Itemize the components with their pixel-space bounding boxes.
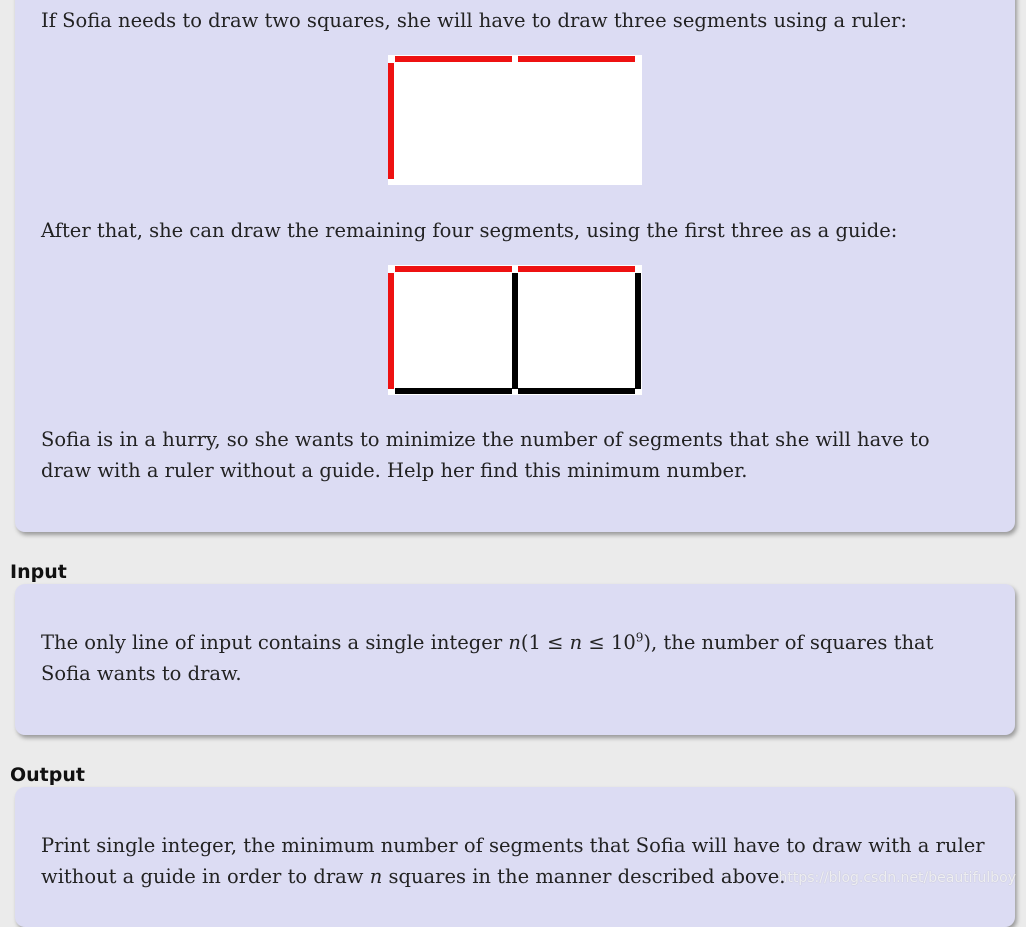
input-constraint-exponent: 9 bbox=[635, 630, 644, 645]
input-constraint-mid: ≤ 10 bbox=[582, 631, 636, 654]
input-text-before: The only line of input contains a single integer bbox=[41, 631, 509, 654]
statement-paragraph-after: After that, she can draw the remaining four segments, using the first three as a guide: bbox=[41, 219, 898, 242]
input-constraint-open: (1 ≤ bbox=[520, 631, 570, 654]
output-section-title: Output bbox=[10, 764, 85, 786]
figure-two-squares-complete bbox=[388, 265, 642, 395]
input-constraint-variable: n bbox=[569, 631, 583, 654]
input-description bbox=[41, 627, 985, 689]
figure-three-ruler-segments bbox=[388, 55, 642, 185]
statement-paragraph-two-squares: If Sofia needs to draw two squares, she will have to draw three segments using a ruler: bbox=[41, 9, 907, 32]
figure-background bbox=[388, 55, 642, 185]
input-section-title: Input bbox=[10, 561, 67, 583]
input-card bbox=[15, 584, 1015, 735]
output-text-after: squares in the manner described above. bbox=[382, 865, 786, 888]
input-constraint-close: ) bbox=[643, 631, 652, 654]
output-variable-n: n bbox=[369, 865, 383, 888]
input-variable-n: n bbox=[508, 631, 521, 654]
watermark: https://blog.csdn.net/beautifulboy bbox=[778, 870, 1016, 886]
statement-paragraph-hurry: Sofia is in a hurry, so she wants to minimize the number of segments that she will have to draw with a ruler without a guide. Help her find this minimum number. bbox=[41, 428, 930, 482]
output-card bbox=[15, 787, 1015, 927]
statement-card bbox=[15, 0, 1015, 532]
input-text-after: , the number of squares that Sofia wants to draw. bbox=[41, 631, 934, 685]
output-text-before: Print single integer, the minimum number of segments that Sofia will have to draw with a ruler without a guide in order to draw bbox=[41, 834, 985, 888]
